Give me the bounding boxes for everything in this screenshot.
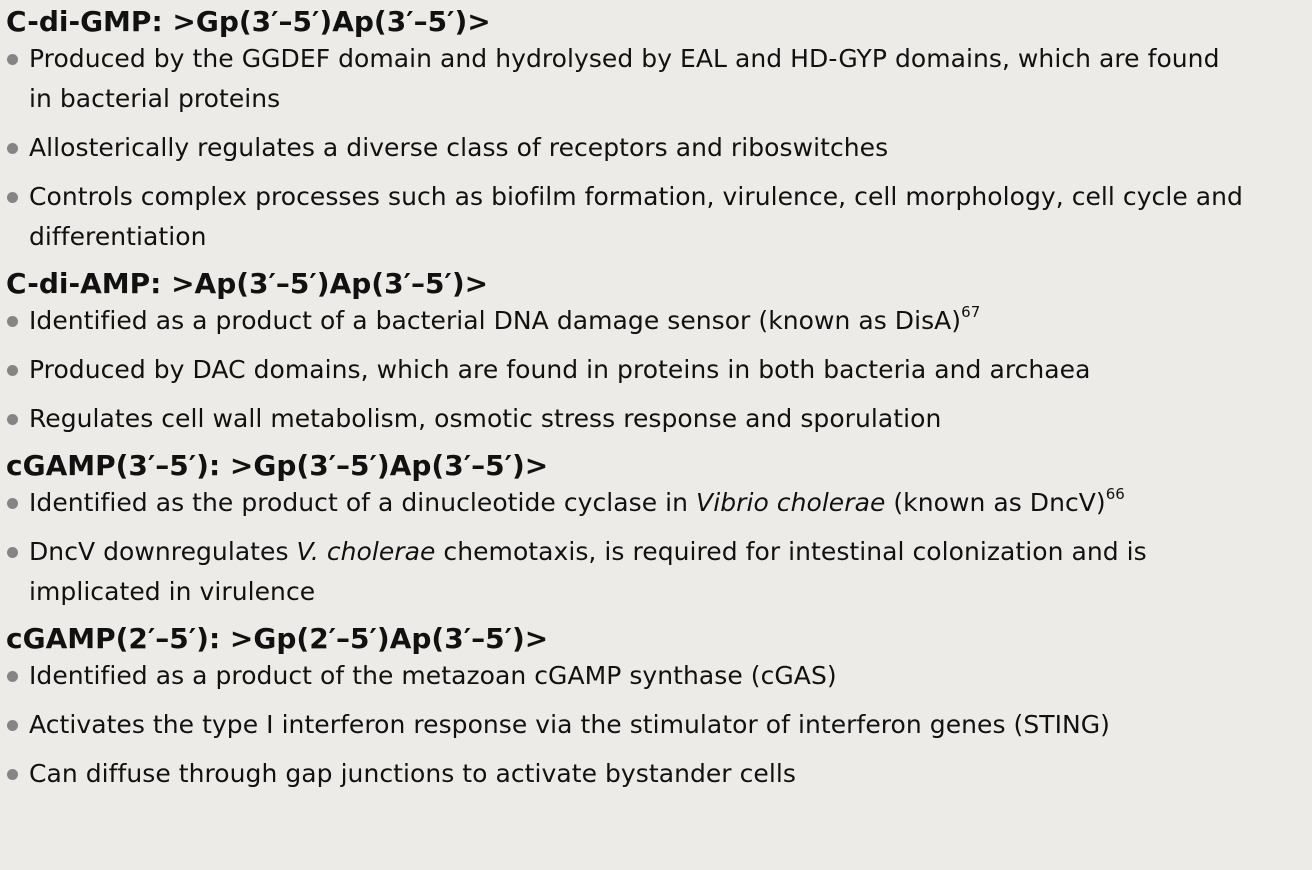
bullet-icon (7, 365, 18, 376)
species-name: Vibrio cholerae (696, 488, 886, 517)
bullet-icon (7, 498, 18, 509)
bullet-list (6, 656, 1312, 794)
list-item-text: Can diffuse through gap junctions to activate bystander cells (29, 759, 796, 788)
list-item-text-tail: chemotaxis, is required for intestinal colonization and is (435, 537, 1147, 566)
bullet-list (6, 301, 1312, 439)
list-item (6, 177, 1312, 257)
bullet-list (6, 39, 1312, 257)
section-c-di-amp (6, 261, 1312, 439)
list-item-text-tail: (known as DncV) (885, 488, 1106, 517)
section-title: cGAMP(2′–5′): >Gp(2′–5′)Ap(3′–5′)> (6, 622, 549, 655)
bullet-icon (7, 414, 18, 425)
list-item-text: Activates the type I interferon response via the stimulator of interferon genes (STING) (29, 710, 1110, 739)
species-name: V. cholerae (296, 537, 436, 566)
list-item (6, 399, 1312, 439)
list-item-text-continued: implicated in virulence (29, 577, 316, 606)
section-c-di-gmp (6, 0, 1312, 257)
list-item-text: Identified as the product of a dinucleotide cyclase in (29, 488, 697, 517)
bullet-icon (7, 720, 18, 731)
section-title: C-di-GMP: >Gp(3′–5′)Ap(3′–5′)> (6, 5, 491, 38)
bullet-icon (7, 54, 18, 65)
list-item (6, 532, 1312, 612)
bullet-icon (7, 192, 18, 203)
list-item-text: Identified as a product of a bacterial DNA damage sensor (known as DisA) (29, 306, 962, 335)
list-item (6, 301, 1312, 341)
list-item-text: Allosterically regulates a diverse class of receptors and riboswitches (29, 133, 889, 162)
reference-superscript: 67 (961, 302, 981, 321)
list-item (6, 350, 1312, 390)
section-title: C-di-AMP: >Ap(3′–5′)Ap(3′–5′)> (6, 267, 489, 300)
list-item (6, 754, 1312, 794)
list-item-text: Identified as a product of the metazoan cGAMP synthase (cGAS) (29, 661, 837, 690)
list-item (6, 128, 1312, 168)
bullet-icon (7, 316, 18, 327)
list-item (6, 39, 1312, 119)
list-item-text: Regulates cell wall metabolism, osmotic stress response and sporulation (29, 404, 942, 433)
list-item-text: Controls complex processes such as biofilm formation, virulence, cell morphology, cell cycle and (29, 182, 1243, 211)
section-cgamp-2-5 (6, 616, 1312, 794)
list-item-text: Produced by the GGDEF domain and hydrolysed by EAL and HD-GYP domains, which are found (29, 44, 1220, 73)
bullet-list (6, 483, 1312, 612)
bullet-icon (7, 547, 18, 558)
list-item (6, 656, 1312, 696)
reference-superscript: 66 (1105, 484, 1125, 503)
list-item-text: DncV downregulates (29, 537, 297, 566)
bullet-icon (7, 671, 18, 682)
section-title: cGAMP(3′–5′): >Gp(3′–5′)Ap(3′–5′)> (6, 449, 549, 482)
list-item-text-continued: differentiation (29, 222, 207, 251)
bullet-icon (7, 769, 18, 780)
list-item (6, 705, 1312, 745)
bullet-icon (7, 143, 18, 154)
list-item-text: Produced by DAC domains, which are found in proteins in both bacteria and archaea (29, 355, 1091, 384)
list-item-text-continued: in bacterial proteins (29, 84, 281, 113)
section-cgamp-3-5 (6, 443, 1312, 612)
list-item (6, 483, 1312, 523)
